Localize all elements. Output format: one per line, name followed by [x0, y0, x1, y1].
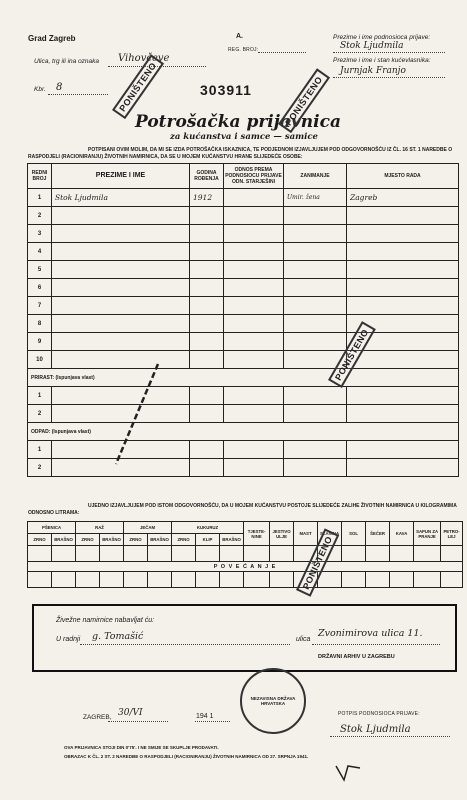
stock-sub: BRAŠNO — [148, 534, 172, 546]
member-occupation: Umir. žena — [284, 189, 347, 207]
shop-street-line — [312, 644, 440, 645]
stock-declaration: UJEDNO IZJAVLJUJEM POD ISTOM ODGOVORNOŠĆU, DA U MOJEM KUĆANSTVU POSTOJE SLIJEDEĆE ZALIHE ŽIVOTNIH NAMIRNICA U KILOGRAMIMA ODNOSNO LITRAMA: — [28, 503, 457, 516]
row-number: 5 — [28, 261, 52, 279]
cancelled-stamp: PONIŠTENO — [278, 69, 330, 133]
stock-group: KUKURUZ — [172, 522, 244, 534]
date-place-label: ZAGREB, — [83, 714, 112, 721]
table-row — [28, 441, 459, 459]
table-row — [28, 207, 459, 225]
shop-street-value: Zvonimirova ulica 11. — [318, 628, 423, 639]
signature-label: POTPIS PODNOSIOCA PRIJAVE: — [338, 711, 420, 717]
check-mark-icon — [334, 760, 364, 782]
cancelled-stamp: PONIŠTENO — [112, 55, 164, 119]
stock-table — [27, 521, 463, 588]
stock-sub: KLIP — [196, 534, 220, 546]
member-name: Stok Ljudmila — [52, 189, 190, 207]
table-row — [28, 351, 459, 369]
signature-value: Stok Ljudmila — [340, 724, 411, 735]
stock-group: MAST — [294, 522, 318, 546]
stock-group: SOL — [342, 522, 366, 546]
col-header-workplace: MJESTO RADA — [347, 164, 459, 189]
table-row — [28, 315, 459, 333]
owner-line — [333, 77, 445, 78]
section-letter: A. — [236, 33, 243, 40]
archive-stamp: DRŽAVNI ARHIV U ZAGREBU — [318, 654, 395, 660]
stock-sub: BRAŠNO — [100, 534, 124, 546]
member-birth-year: 1912 — [190, 189, 224, 207]
row-number: 6 — [28, 279, 52, 297]
stock-sub: ZRNO — [28, 534, 52, 546]
col-header-occupation: ZANIMANJE — [284, 164, 347, 189]
street-label: Ulica, trg ili ina oznaka — [34, 58, 100, 65]
shop-street-label: ulica — [296, 636, 311, 643]
row-number: 10 — [28, 351, 52, 369]
owner-label: Prezime i ime i stan kućevlasnika: — [333, 57, 431, 64]
applicant-line — [333, 52, 445, 53]
date-value: 30/VI — [118, 708, 143, 718]
stock-group: ŠEĆER — [366, 522, 390, 546]
row-number: 1 — [28, 387, 52, 405]
shop-label: Živežne namirnice nabavljat ću: — [56, 617, 155, 624]
cancelled-stamp: PONIŠTENO — [328, 322, 376, 388]
household-members-table — [27, 163, 459, 477]
stock-group: RAŽ — [76, 522, 124, 534]
row-number: 1 — [28, 189, 52, 207]
section-prirast: PRIRAST: (Ispunjava vlast) — [28, 369, 459, 387]
date-line — [108, 721, 168, 722]
table-row — [28, 387, 459, 405]
section-odpad: ODPAD: (Ispunjava vlast) — [28, 423, 459, 441]
stock-sub: BRAŠNO — [220, 534, 244, 546]
stock-sub: ZRNO — [172, 534, 196, 546]
footnote-price: OVA PRIJAVNICA STOJI DIN 0'75'. I NE SMIJE SE SKUPLJE PRODAVATI. — [64, 745, 219, 750]
table-row — [28, 243, 459, 261]
pen-strike-mark — [108, 360, 168, 470]
stock-group: SAPUN ZA PRANJE — [414, 522, 441, 546]
col-header-number: REDNI BROJ — [28, 164, 52, 189]
shop-line — [80, 644, 290, 645]
table-row — [28, 189, 459, 207]
reg-number-label: REG. BROJ: — [228, 47, 259, 53]
stock-sub: BRAŠNO — [52, 534, 76, 546]
stock-sub: ZRNO — [124, 534, 148, 546]
house-number-value: 8 — [56, 82, 63, 93]
city-label: Grad Zagreb — [28, 34, 76, 43]
member-relation — [224, 189, 284, 207]
intro-declaration: POTPISANI OVIM MOLIM, DA MI SE IZDA POTROŠAČKA ISKAZNICA, TE PODJEDNOM IZJAVLJUJEM POD ODGOVORNOŠĆU IZ ČL. 16 ST. 1 NAREDBE O RASPODJELI (RACIONIRANJU) ŽIVOTNIH NAMIRNICA, DA SE U MOJEM KUĆANSTVU HRANE SLIJEDEĆE OSOBE: — [28, 147, 453, 160]
stock-group: JESTIVO ULJE — [270, 522, 294, 546]
stock-group: KAVA — [390, 522, 414, 546]
signature-line — [330, 736, 450, 737]
table-row — [28, 279, 459, 297]
table-row — [28, 459, 459, 477]
year-line — [195, 721, 230, 722]
stock-group: TJESTE-NINE — [244, 522, 270, 546]
row-number: 4 — [28, 243, 52, 261]
row-number: 2 — [28, 405, 52, 423]
stock-sub: ZRNO — [76, 534, 100, 546]
stock-group: PŠENICA — [28, 522, 76, 534]
row-number: 1 — [28, 441, 52, 459]
state-seal-icon: NEZAVISNA DRŽAVA HRVATSKA — [240, 668, 306, 734]
shop-value: g. Tomašić — [92, 631, 144, 642]
row-number: 2 — [28, 459, 52, 477]
stock-group: SLANINA — [318, 522, 342, 546]
col-header-name: PREZIME I IME — [52, 164, 190, 189]
table-row — [28, 261, 459, 279]
footnote-regulation: OBRAZAC K ČL. 2 ST. 2 NAREDBE O RASPODJELI (RACIONIRANJU) ŽIVOTNIH NAMIRNICA OD 27. SRPNJA 1941. — [64, 754, 309, 759]
row-number: 2 — [28, 207, 52, 225]
applicant-label: Prezime i ime podnosioca prijave: — [333, 34, 431, 41]
serial-number: 303911 — [200, 82, 252, 98]
table-row — [28, 405, 459, 423]
shop-in-label: U radnji — [56, 636, 81, 643]
house-number-label: Kbr. — [34, 86, 46, 93]
row-number: 7 — [28, 297, 52, 315]
form-title: Potrošačka prijavnica — [135, 112, 341, 132]
stock-group: JEČAM — [124, 522, 172, 534]
col-header-relation: ODNOS PREMA PODNOSIOCU PRIJAVE ODN. STARJEŠINI — [224, 164, 284, 189]
applicant-value: Stok Ljudmila — [340, 41, 404, 51]
form-subtitle: za kućanstva i samce — samice — [170, 132, 318, 142]
table-row — [28, 333, 459, 351]
col-header-birth-year: GODINA ROĐENJA — [190, 164, 224, 189]
reg-number-line — [258, 52, 306, 53]
street-value: Vihovčeve — [118, 53, 170, 64]
stock-increase-row: P O V E Ć A N J E — [28, 562, 463, 572]
owner-value: Jurnjak Franjo — [340, 66, 406, 76]
row-number: 3 — [28, 225, 52, 243]
table-row — [28, 297, 459, 315]
year-value: 194 1 — [196, 713, 214, 720]
member-workplace: Zagreb — [347, 189, 459, 207]
cancelled-stamp: PONIŠTENO — [296, 529, 339, 597]
stock-group: PETRO-LEJ — [441, 522, 463, 546]
house-number-line — [48, 94, 108, 95]
row-number: 9 — [28, 333, 52, 351]
table-row — [28, 225, 459, 243]
row-number: 8 — [28, 315, 52, 333]
